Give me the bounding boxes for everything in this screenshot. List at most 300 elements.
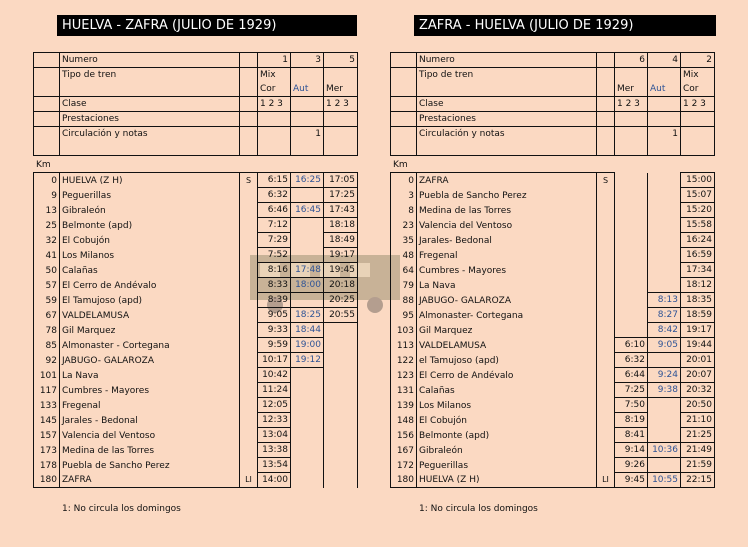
time-cell: 20:01 — [681, 353, 715, 368]
left-header-row-tipo — [34, 68, 358, 97]
time-cell — [615, 203, 648, 218]
table-row — [391, 443, 715, 458]
time-cell: 10:36 — [648, 443, 681, 458]
left-km-label: Km — [36, 160, 51, 170]
time-cell: 20:07 — [681, 368, 715, 383]
station-name: Los Milanos — [60, 248, 240, 263]
left-header-label-tipo: Tipo de tren — [60, 68, 240, 97]
right-timetable — [390, 172, 715, 488]
left-header-circulacion-2 — [324, 127, 358, 156]
left-header-clase-1 — [291, 97, 324, 112]
table-row — [391, 458, 715, 473]
station-mark — [240, 428, 258, 443]
km-cell: 67 — [34, 308, 60, 323]
time-cell — [324, 398, 358, 413]
station-name: Belmonte (apd) — [60, 218, 240, 233]
right-header-label-tipo: Tipo de tren — [417, 68, 597, 97]
left-header-table — [33, 52, 358, 156]
station-mark — [240, 308, 258, 323]
time-cell: 9:33 — [258, 323, 291, 338]
time-cell: 9:59 — [258, 338, 291, 353]
time-cell: 8:19 — [615, 413, 648, 428]
time-cell: 21:59 — [681, 458, 715, 473]
right-header-label-prestaciones: Prestaciones — [417, 112, 597, 127]
time-cell: 7:50 — [615, 398, 648, 413]
table-row — [34, 203, 358, 218]
time-cell — [615, 188, 648, 203]
station-mark — [240, 368, 258, 383]
time-cell: 10:17 — [258, 353, 291, 368]
station-name: Gibraleón — [417, 443, 597, 458]
station-mark: LI — [597, 473, 615, 488]
table-row — [391, 323, 715, 338]
time-cell: 19:17 — [324, 248, 358, 263]
km-cell: 133 — [34, 398, 60, 413]
time-cell: 16:59 — [681, 248, 715, 263]
table-row — [391, 248, 715, 263]
km-cell: 0 — [391, 173, 417, 188]
station-mark — [240, 353, 258, 368]
station-mark — [597, 248, 615, 263]
km-cell: 35 — [391, 233, 417, 248]
right-header-tipo-1: Aut — [648, 68, 681, 97]
time-cell — [324, 473, 358, 488]
time-cell — [648, 458, 681, 473]
time-cell — [291, 233, 324, 248]
time-cell: 20:50 — [681, 398, 715, 413]
left-header-prestaciones-1 — [291, 112, 324, 127]
km-cell: 13 — [34, 203, 60, 218]
station-mark — [597, 293, 615, 308]
table-row — [34, 248, 358, 263]
km-cell: 131 — [391, 383, 417, 398]
station-name: Fregenal — [417, 248, 597, 263]
right-km-label: Km — [393, 160, 408, 170]
time-cell: 20:55 — [324, 308, 358, 323]
right-header-prestaciones-0 — [615, 112, 648, 127]
time-cell: 8:42 — [648, 323, 681, 338]
right-header-numero-2: 2 — [681, 53, 715, 68]
time-cell: 17:48 — [291, 263, 324, 278]
time-cell — [648, 173, 681, 188]
station-mark — [240, 278, 258, 293]
time-cell: 9:38 — [648, 383, 681, 398]
time-cell: 19:17 — [681, 323, 715, 338]
time-cell: 9:24 — [648, 368, 681, 383]
time-cell: 12:33 — [258, 413, 291, 428]
station-name: Cumbres - Mayores — [417, 263, 597, 278]
time-cell — [291, 368, 324, 383]
right-header-row-tipo — [391, 68, 715, 97]
table-row — [34, 263, 358, 278]
station-name: Gil Marquez — [60, 323, 240, 338]
left-header-numero-2: 5 — [324, 53, 358, 68]
station-mark — [240, 323, 258, 338]
time-cell: 17:25 — [324, 188, 358, 203]
time-cell — [291, 188, 324, 203]
time-cell: 18:00 — [291, 278, 324, 293]
time-cell: 19:44 — [681, 338, 715, 353]
station-mark — [597, 428, 615, 443]
right-header-row-clase — [391, 97, 715, 112]
right-header-clase-1 — [648, 97, 681, 112]
station-name: Gil Marquez — [417, 323, 597, 338]
table-row — [34, 338, 358, 353]
time-cell — [615, 308, 648, 323]
km-cell: 32 — [34, 233, 60, 248]
station-name: el Tamujoso (apd) — [417, 353, 597, 368]
station-name: JABUGO- GALAROZA — [60, 353, 240, 368]
table-row — [34, 368, 358, 383]
time-cell: 15:00 — [681, 173, 715, 188]
station-mark — [240, 293, 258, 308]
right-header-label-clase: Clase — [417, 97, 597, 112]
station-name: El Cerro de Andévalo — [60, 278, 240, 293]
time-cell — [291, 293, 324, 308]
table-row — [34, 458, 358, 473]
blank-cell — [240, 127, 258, 156]
km-cell: 3 — [391, 188, 417, 203]
right-header-clase-2: 1 2 3 — [681, 97, 715, 112]
time-cell — [324, 383, 358, 398]
right-header-row-prestaciones — [391, 112, 715, 127]
km-cell: 180 — [34, 473, 60, 488]
table-row — [391, 188, 715, 203]
time-cell: 8:39 — [258, 293, 291, 308]
km-cell: 50 — [34, 263, 60, 278]
time-cell: 17:05 — [324, 173, 358, 188]
time-cell: 18:49 — [324, 233, 358, 248]
time-cell — [648, 233, 681, 248]
time-cell: 18:35 — [681, 293, 715, 308]
time-cell: 18:44 — [291, 323, 324, 338]
station-name: Medina de las Torres — [417, 203, 597, 218]
time-cell: 9:45 — [615, 473, 648, 488]
station-mark — [240, 398, 258, 413]
station-name: ZAFRA — [417, 173, 597, 188]
time-cell: 8:27 — [648, 308, 681, 323]
time-cell — [324, 323, 358, 338]
station-mark — [240, 383, 258, 398]
time-cell — [615, 323, 648, 338]
station-mark — [597, 458, 615, 473]
time-cell: 8:41 — [615, 428, 648, 443]
time-cell: 18:12 — [681, 278, 715, 293]
right-header-prestaciones-2 — [681, 112, 715, 127]
left-header-row-prestaciones — [34, 112, 358, 127]
table-row — [391, 278, 715, 293]
km-cell: 156 — [391, 428, 417, 443]
time-cell — [291, 413, 324, 428]
station-mark — [240, 458, 258, 473]
station-name: Valencia del Ventoso — [60, 428, 240, 443]
time-cell: 7:12 — [258, 218, 291, 233]
time-cell: 21:49 — [681, 443, 715, 458]
km-cell: 95 — [391, 308, 417, 323]
table-row — [34, 353, 358, 368]
km-cell: 122 — [391, 353, 417, 368]
km-cell: 25 — [34, 218, 60, 233]
table-row — [391, 173, 715, 188]
table-row — [34, 233, 358, 248]
km-cell: 101 — [34, 368, 60, 383]
station-mark — [240, 188, 258, 203]
right-title: ZAFRA - HUELVA (JULIO DE 1929) — [414, 15, 716, 36]
blank-cell — [34, 97, 60, 112]
time-cell — [291, 248, 324, 263]
right-header-circulacion-1: 1 — [648, 127, 681, 156]
table-row — [34, 173, 358, 188]
table-row — [391, 473, 715, 488]
station-mark — [240, 338, 258, 353]
time-cell — [648, 203, 681, 218]
blank-cell — [240, 53, 258, 68]
left-title: HUELVA - ZAFRA (JULIO DE 1929) — [57, 15, 357, 36]
station-name: Almonaster - Cortegana — [60, 338, 240, 353]
km-cell: 103 — [391, 323, 417, 338]
time-cell: 9:05 — [648, 338, 681, 353]
km-cell: 145 — [34, 413, 60, 428]
left-header-row-clase — [34, 97, 358, 112]
km-cell: 41 — [34, 248, 60, 263]
table-row — [34, 413, 358, 428]
time-cell: 15:07 — [681, 188, 715, 203]
time-cell — [324, 353, 358, 368]
time-cell — [291, 473, 324, 488]
km-cell: 88 — [391, 293, 417, 308]
time-cell — [648, 188, 681, 203]
km-cell: 178 — [34, 458, 60, 473]
station-mark: LI — [240, 473, 258, 488]
left-header-tipo-1: Aut — [291, 68, 324, 97]
left-header-prestaciones-2 — [324, 112, 358, 127]
station-mark: S — [597, 173, 615, 188]
blank-cell — [391, 127, 417, 156]
left-header-tipo-0: Mix Cor — [258, 68, 291, 97]
time-cell: 17:43 — [324, 203, 358, 218]
time-cell — [615, 233, 648, 248]
time-cell: 6:10 — [615, 338, 648, 353]
blank-cell — [391, 112, 417, 127]
station-mark: S — [240, 173, 258, 188]
km-cell: 157 — [34, 428, 60, 443]
time-cell — [615, 248, 648, 263]
station-name: Valencia del Ventoso — [417, 218, 597, 233]
time-cell — [648, 218, 681, 233]
station-name: Puebla de Sancho Perez — [417, 188, 597, 203]
station-name: Cumbres - Mayores — [60, 383, 240, 398]
station-name: El Cobujón — [417, 413, 597, 428]
time-cell: 6:15 — [258, 173, 291, 188]
time-cell: 18:25 — [291, 308, 324, 323]
km-cell: 23 — [391, 218, 417, 233]
time-cell: 9:05 — [258, 308, 291, 323]
blank-cell — [597, 97, 615, 112]
time-cell: 8:33 — [258, 278, 291, 293]
left-header-row-circulacion — [34, 127, 358, 156]
station-mark — [597, 368, 615, 383]
left-header-tipo-2: Mer — [324, 68, 358, 97]
time-cell — [615, 278, 648, 293]
left-timetable — [33, 172, 358, 488]
left-header-numero-0: 1 — [258, 53, 291, 68]
right-header-circulacion-2 — [681, 127, 715, 156]
table-row — [391, 218, 715, 233]
time-cell: 16:24 — [681, 233, 715, 248]
station-mark — [597, 353, 615, 368]
left-header-circulacion-0 — [258, 127, 291, 156]
station-mark — [597, 263, 615, 278]
time-cell: 13:54 — [258, 458, 291, 473]
time-cell — [648, 278, 681, 293]
table-row — [391, 353, 715, 368]
station-name: El Tamujoso (apd) — [60, 293, 240, 308]
time-cell: 22:15 — [681, 473, 715, 488]
station-name: Almonaster- Cortegana — [417, 308, 597, 323]
station-name: Puebla de Sancho Perez — [60, 458, 240, 473]
km-cell: 57 — [34, 278, 60, 293]
table-row — [391, 398, 715, 413]
time-cell: 13:04 — [258, 428, 291, 443]
right-header-numero-1: 4 — [648, 53, 681, 68]
time-cell — [615, 263, 648, 278]
right-header-label-circulacion: Circulación y notas — [417, 127, 597, 156]
right-header-table — [390, 52, 715, 156]
blank-cell — [597, 112, 615, 127]
station-name: HUELVA (Z H) — [417, 473, 597, 488]
time-cell: 20:18 — [324, 278, 358, 293]
blank-cell — [240, 112, 258, 127]
station-name: Belmonte (apd) — [417, 428, 597, 443]
time-cell: 19:00 — [291, 338, 324, 353]
blank-cell — [391, 97, 417, 112]
time-cell: 20:25 — [324, 293, 358, 308]
left-header-prestaciones-0 — [258, 112, 291, 127]
time-cell: 19:12 — [291, 353, 324, 368]
station-name: La Nava — [417, 278, 597, 293]
left-header-clase-2: 1 2 3 — [324, 97, 358, 112]
time-cell: 9:26 — [615, 458, 648, 473]
station-name: Fregenal — [60, 398, 240, 413]
time-cell: 10:42 — [258, 368, 291, 383]
right-header-row-circulacion — [391, 127, 715, 156]
table-row — [34, 443, 358, 458]
station-name: HUELVA (Z H) — [60, 173, 240, 188]
station-name: Jarales- Bedonal — [417, 233, 597, 248]
km-cell: 123 — [391, 368, 417, 383]
km-cell: 78 — [34, 323, 60, 338]
blank-cell — [34, 112, 60, 127]
table-row — [391, 413, 715, 428]
time-cell — [648, 263, 681, 278]
time-cell: 15:20 — [681, 203, 715, 218]
station-mark — [597, 233, 615, 248]
station-mark — [597, 218, 615, 233]
table-row — [391, 338, 715, 353]
table-row — [34, 278, 358, 293]
time-cell: 16:45 — [291, 203, 324, 218]
blank-cell — [34, 127, 60, 156]
left-header-label-clase: Clase — [60, 97, 240, 112]
time-cell: 6:46 — [258, 203, 291, 218]
blank-cell — [597, 127, 615, 156]
station-name: El Cobujón — [60, 233, 240, 248]
right-header-tipo-2: Mix Cor — [681, 68, 715, 97]
time-cell — [291, 458, 324, 473]
station-name: La Nava — [60, 368, 240, 383]
km-cell: 139 — [391, 398, 417, 413]
table-row — [34, 308, 358, 323]
time-cell: 20:32 — [681, 383, 715, 398]
station-mark — [240, 413, 258, 428]
station-mark — [597, 203, 615, 218]
km-cell: 117 — [34, 383, 60, 398]
station-mark — [240, 248, 258, 263]
table-row — [391, 383, 715, 398]
km-cell: 148 — [391, 413, 417, 428]
right-header-circulacion-0 — [615, 127, 648, 156]
time-cell: 6:44 — [615, 368, 648, 383]
station-name: Peguerillas — [417, 458, 597, 473]
time-cell: 7:25 — [615, 383, 648, 398]
table-row — [391, 368, 715, 383]
time-cell: 18:18 — [324, 218, 358, 233]
station-mark — [597, 278, 615, 293]
km-cell: 64 — [391, 263, 417, 278]
km-cell: 9 — [34, 188, 60, 203]
km-cell: 59 — [34, 293, 60, 308]
time-cell: 16:25 — [291, 173, 324, 188]
station-name: Los Milanos — [417, 398, 597, 413]
station-name: ZAFRA — [60, 473, 240, 488]
time-cell — [324, 368, 358, 383]
time-cell: 19:45 — [324, 263, 358, 278]
km-cell: 173 — [34, 443, 60, 458]
time-cell — [324, 443, 358, 458]
time-cell — [324, 458, 358, 473]
km-cell: 48 — [391, 248, 417, 263]
station-mark — [597, 338, 615, 353]
table-row — [34, 383, 358, 398]
station-mark — [597, 413, 615, 428]
time-cell: 17:34 — [681, 263, 715, 278]
station-mark — [597, 383, 615, 398]
km-cell: 79 — [391, 278, 417, 293]
time-cell — [291, 398, 324, 413]
table-row — [34, 323, 358, 338]
blank-cell — [34, 53, 60, 68]
left-header-label-numero: Numero — [60, 53, 240, 68]
time-cell: 8:16 — [258, 263, 291, 278]
time-cell: 9:14 — [615, 443, 648, 458]
time-cell — [615, 293, 648, 308]
station-name: Peguerillas — [60, 188, 240, 203]
time-cell: 7:29 — [258, 233, 291, 248]
time-cell: 6:32 — [615, 353, 648, 368]
left-header-label-prestaciones: Prestaciones — [60, 112, 240, 127]
km-cell: 8 — [391, 203, 417, 218]
km-cell: 92 — [34, 353, 60, 368]
station-name: El Cerro de Andévalo — [417, 368, 597, 383]
time-cell: 7:52 — [258, 248, 291, 263]
time-cell: 21:10 — [681, 413, 715, 428]
blank-cell — [34, 68, 60, 97]
station-mark — [597, 323, 615, 338]
time-cell — [291, 218, 324, 233]
km-cell: 0 — [34, 173, 60, 188]
table-row — [391, 428, 715, 443]
km-cell: 85 — [34, 338, 60, 353]
